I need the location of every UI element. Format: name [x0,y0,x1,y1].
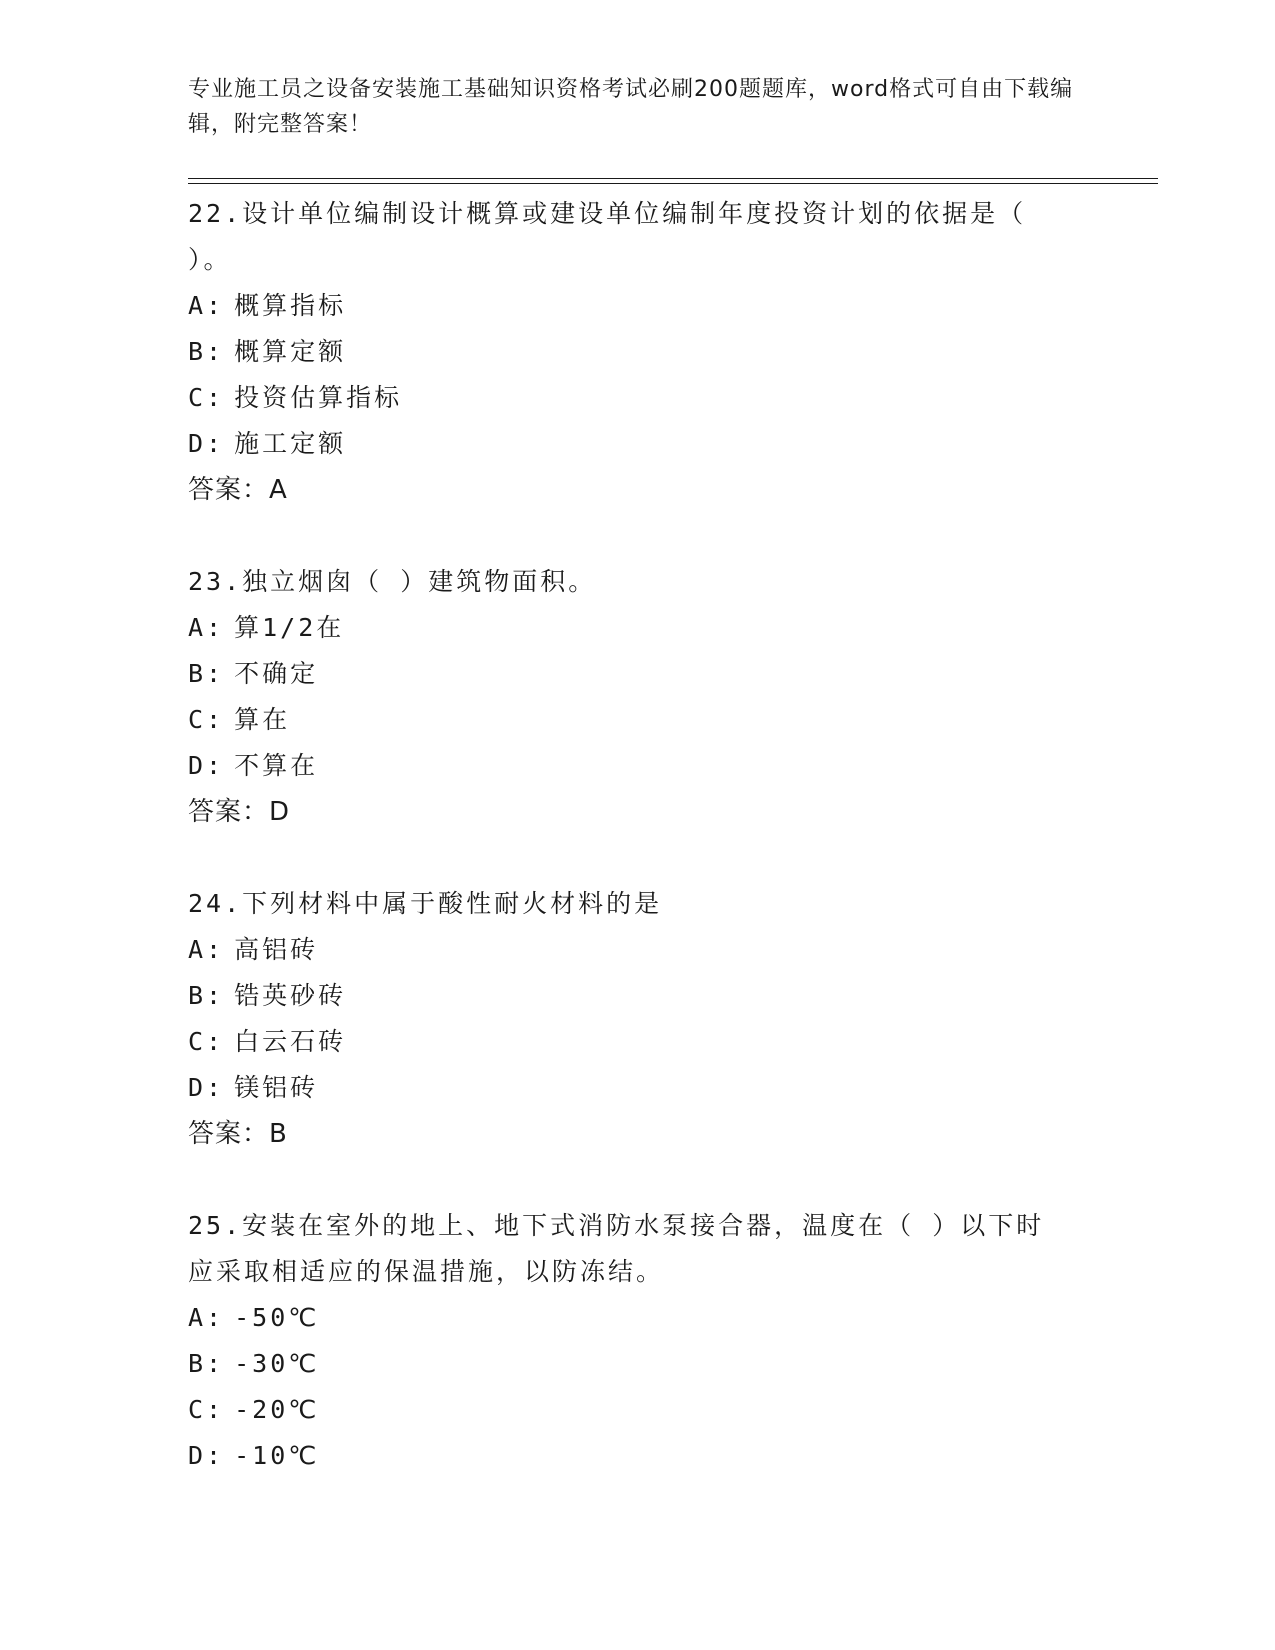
option-key: D: [188,429,225,458]
question-list [188,191,1068,1525]
option-key: D: [188,751,225,780]
option-d [188,421,1068,467]
option-b [188,329,1068,375]
option-key: C: [188,383,225,412]
option-text: -50℃ [234,1303,320,1332]
option-text: -30℃ [234,1349,320,1378]
question-text: 22.设计单位编制设计概算或建设单位编制年度投资计划的依据是（ ）。 [188,199,1027,274]
option-text: 概算指标 [234,291,347,320]
answer-label: 答案：B [188,1119,288,1149]
option-text: 高铝砖 [234,935,319,964]
option-text: 不确定 [234,659,319,688]
option-key: D: [188,1073,225,1102]
option-a [188,283,1068,329]
option-key: A: [188,935,225,964]
answer-label: 答案：A [188,475,288,505]
option-text: 锆英砂砖 [234,981,347,1010]
header-divider-top [188,178,1158,179]
option-a [188,605,1068,651]
option-a [188,927,1068,973]
question-text: 23.独立烟囱（ ）建筑物面积。 [188,567,597,596]
question-24 [188,881,1068,1157]
question-text: 24.下列材料中属于酸性耐火材料的是 [188,889,663,918]
option-text: 不算在 [234,751,319,780]
option-b [188,973,1068,1019]
option-text: -10℃ [234,1441,320,1470]
option-text: 算1/2在 [234,613,345,642]
question-text: 25.安装在室外的地上、地下式消防水泵接合器，温度在（ ）以下时应采取相适应的保温措施，以防冻结。 [188,1211,1045,1286]
option-key: C: [188,1027,225,1056]
question-23 [188,559,1068,835]
option-d [188,743,1068,789]
option-key: A: [188,613,225,642]
header-divider-bottom [188,183,1158,184]
option-c [188,697,1068,743]
question-22 [188,191,1068,513]
option-b [188,1341,1068,1387]
option-key: B: [188,337,225,366]
option-text: 概算定额 [234,337,347,366]
answer-label: 答案：D [188,797,291,827]
option-d [188,1065,1068,1111]
option-key: D: [188,1441,225,1470]
option-key: A: [188,291,225,320]
option-text: 投资估算指标 [234,383,403,412]
option-text: 施工定额 [234,429,347,458]
question-25 [188,1203,1068,1479]
option-a [188,1295,1068,1341]
option-c [188,375,1068,421]
option-b [188,651,1068,697]
option-text: 白云石砖 [234,1027,347,1056]
option-key: C: [188,1395,225,1424]
option-text: -20℃ [234,1395,320,1424]
option-key: B: [188,659,225,688]
option-c [188,1019,1068,1065]
option-key: B: [188,981,225,1010]
option-key: C: [188,705,225,734]
option-text: 镁铝砖 [234,1073,319,1102]
option-text: 算在 [234,705,291,734]
option-d [188,1433,1068,1479]
document-header: 专业施工员之设备安装施工基础知识资格考试必刷200题题库，word格式可自由下载编辑，附完整答案！ [188,77,1074,137]
option-key: A: [188,1303,225,1332]
option-key: B: [188,1349,225,1378]
option-c [188,1387,1068,1433]
